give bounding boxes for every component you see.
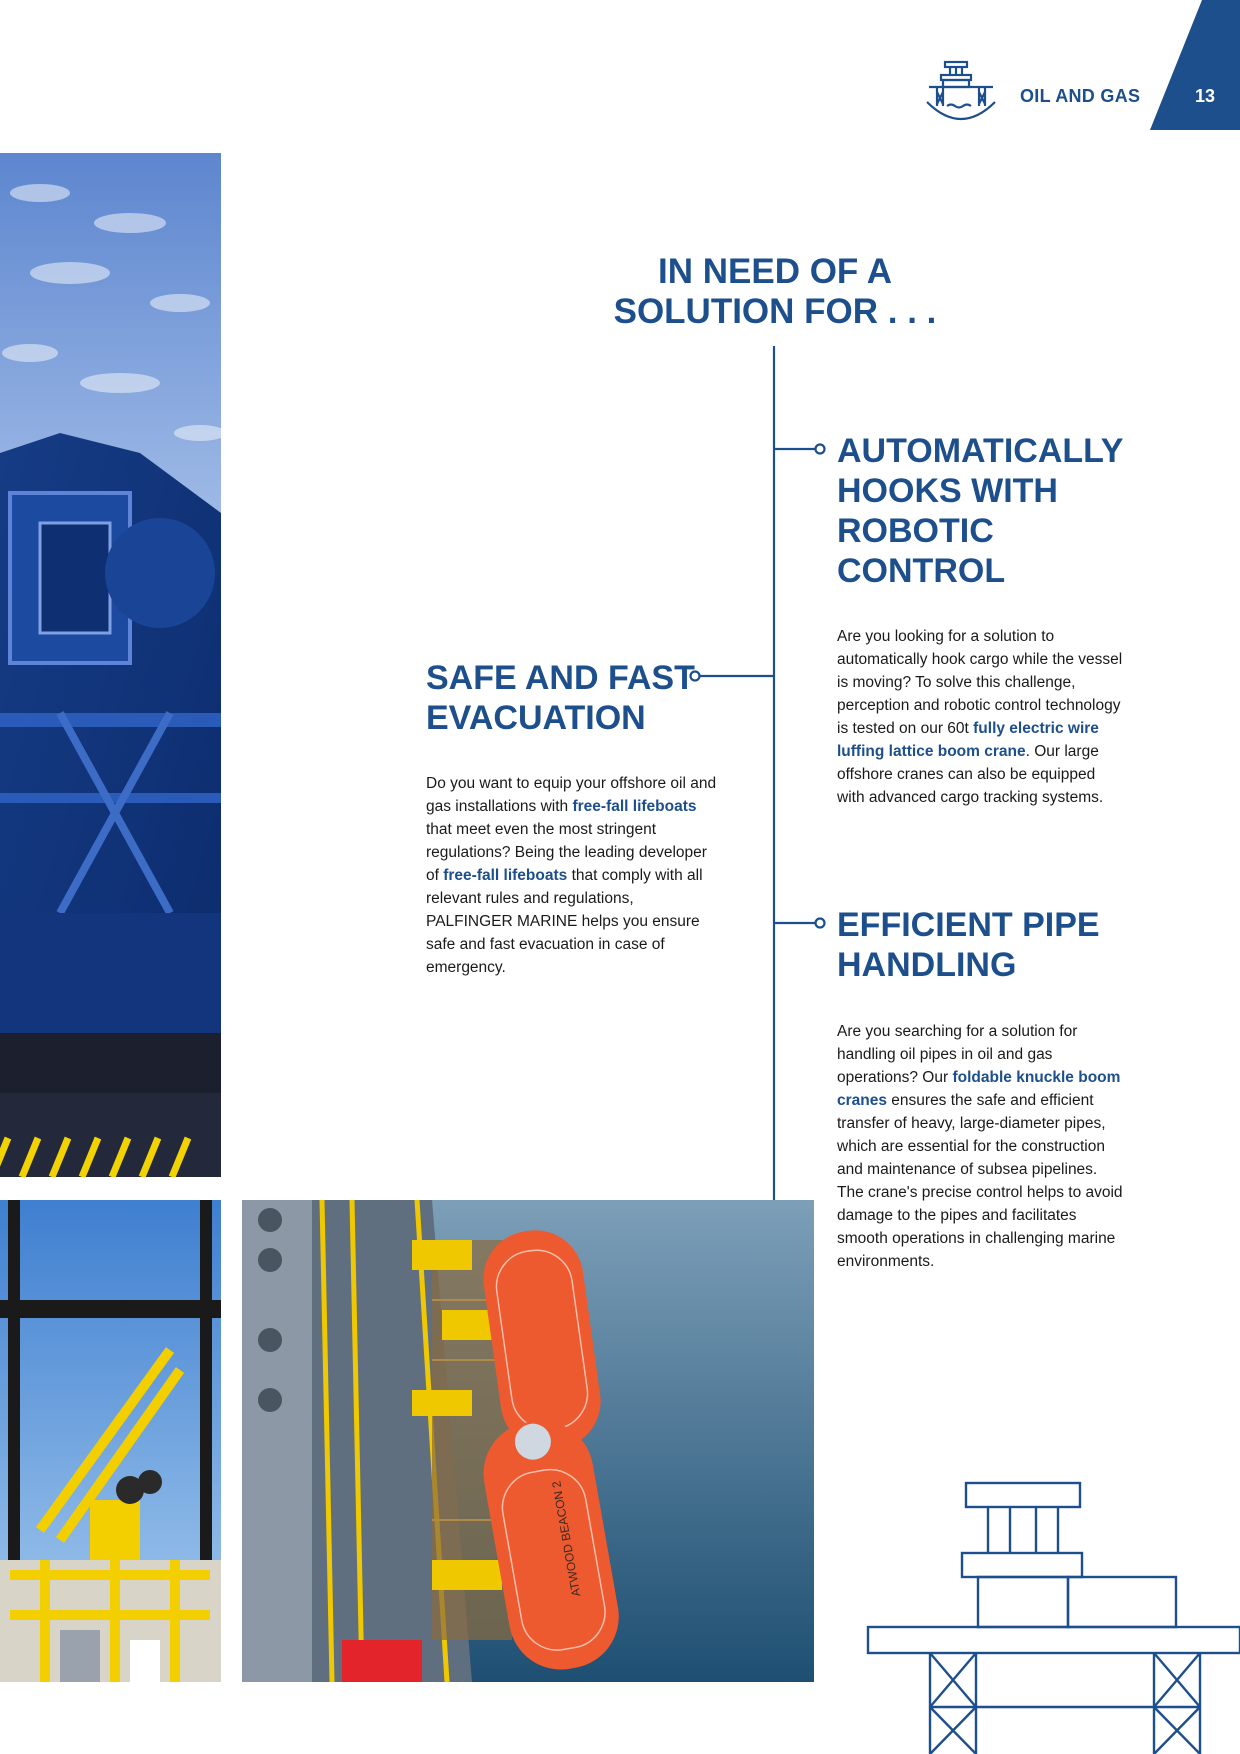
evacuation-body xyxy=(426,772,718,979)
hooks-heading-line4: CONTROL xyxy=(837,552,1006,590)
hooks-heading-line3: ROBOTIC xyxy=(837,512,994,550)
main-heading-line2: SOLUTION FOR . . . xyxy=(613,292,937,331)
knuckle-boom-cranes-link[interactable]: foldable knuckle boom cranes xyxy=(837,1069,1121,1109)
pipe-body xyxy=(837,1020,1127,1273)
evacuation-body-text-end: that comply with all relevant rules and regulations, PALFINGER MARINE helps you ensure safe and fast evacuation in case of emergency. xyxy=(426,867,703,976)
oil-platform-line-illustration xyxy=(860,1475,1240,1754)
page-number: 13 xyxy=(1194,86,1216,106)
evacuation-heading-line1: SAFE AND FAST xyxy=(426,659,695,697)
free-fall-lifeboats-link-2[interactable]: free-fall lifeboats xyxy=(443,867,568,884)
hooks-body xyxy=(837,625,1127,809)
pipe-body-text: Are you searching for a solution for handling oil pipes in oil and gas operations? Our xyxy=(837,1023,1078,1086)
pipe-heading xyxy=(837,905,1137,985)
section-title: OIL AND GAS xyxy=(1020,86,1141,106)
hooks-body-text-end: . Our large offshore cranes can also be equipped with advanced cargo tracking systems. xyxy=(837,743,1104,806)
hooks-heading-line2: HOOKS WITH xyxy=(837,472,1058,510)
pipe-body-text-end: ensures the safe and efficient transfer of heavy, large-diameter pipes, which are essential for the construction and maintenance of subsea pipelines. The crane's precise control helps to avoid damage to the pipes and facilitates smooth operations in challenging marine environments. xyxy=(837,1092,1123,1270)
hooks-heading xyxy=(837,431,1137,591)
hooks-body-text: Are you looking for a solution to automatically hook cargo while the vessel is moving? To solve this challenge, perception and robotic control technology is tested on our 60t xyxy=(837,628,1123,737)
evacuation-body-text-mid: that meet even the most stringent regulations? Being the leading developer of xyxy=(426,821,707,884)
evacuation-body-text: Do you want to equip your offshore oil and gas installations with xyxy=(426,775,717,815)
main-heading-line1: IN NEED OF A xyxy=(658,252,892,291)
pipe-heading-line1: EFFICIENT PIPE xyxy=(837,906,1100,944)
main-heading xyxy=(560,252,990,332)
pipe-heading-line2: HANDLING xyxy=(837,946,1017,984)
free-fall-lifeboats-link[interactable]: free-fall lifeboats xyxy=(572,798,697,815)
evacuation-heading-line2: EVACUATION xyxy=(426,699,646,737)
lifeboat-label: ATWOOD BEACON 2 xyxy=(549,1479,584,1598)
evacuation-heading xyxy=(426,658,706,738)
lattice-boom-crane-link[interactable]: fully electric wire luffing lattice boom crane xyxy=(837,720,1099,760)
hooks-heading-line1: AUTOMATICALLY xyxy=(837,432,1124,470)
